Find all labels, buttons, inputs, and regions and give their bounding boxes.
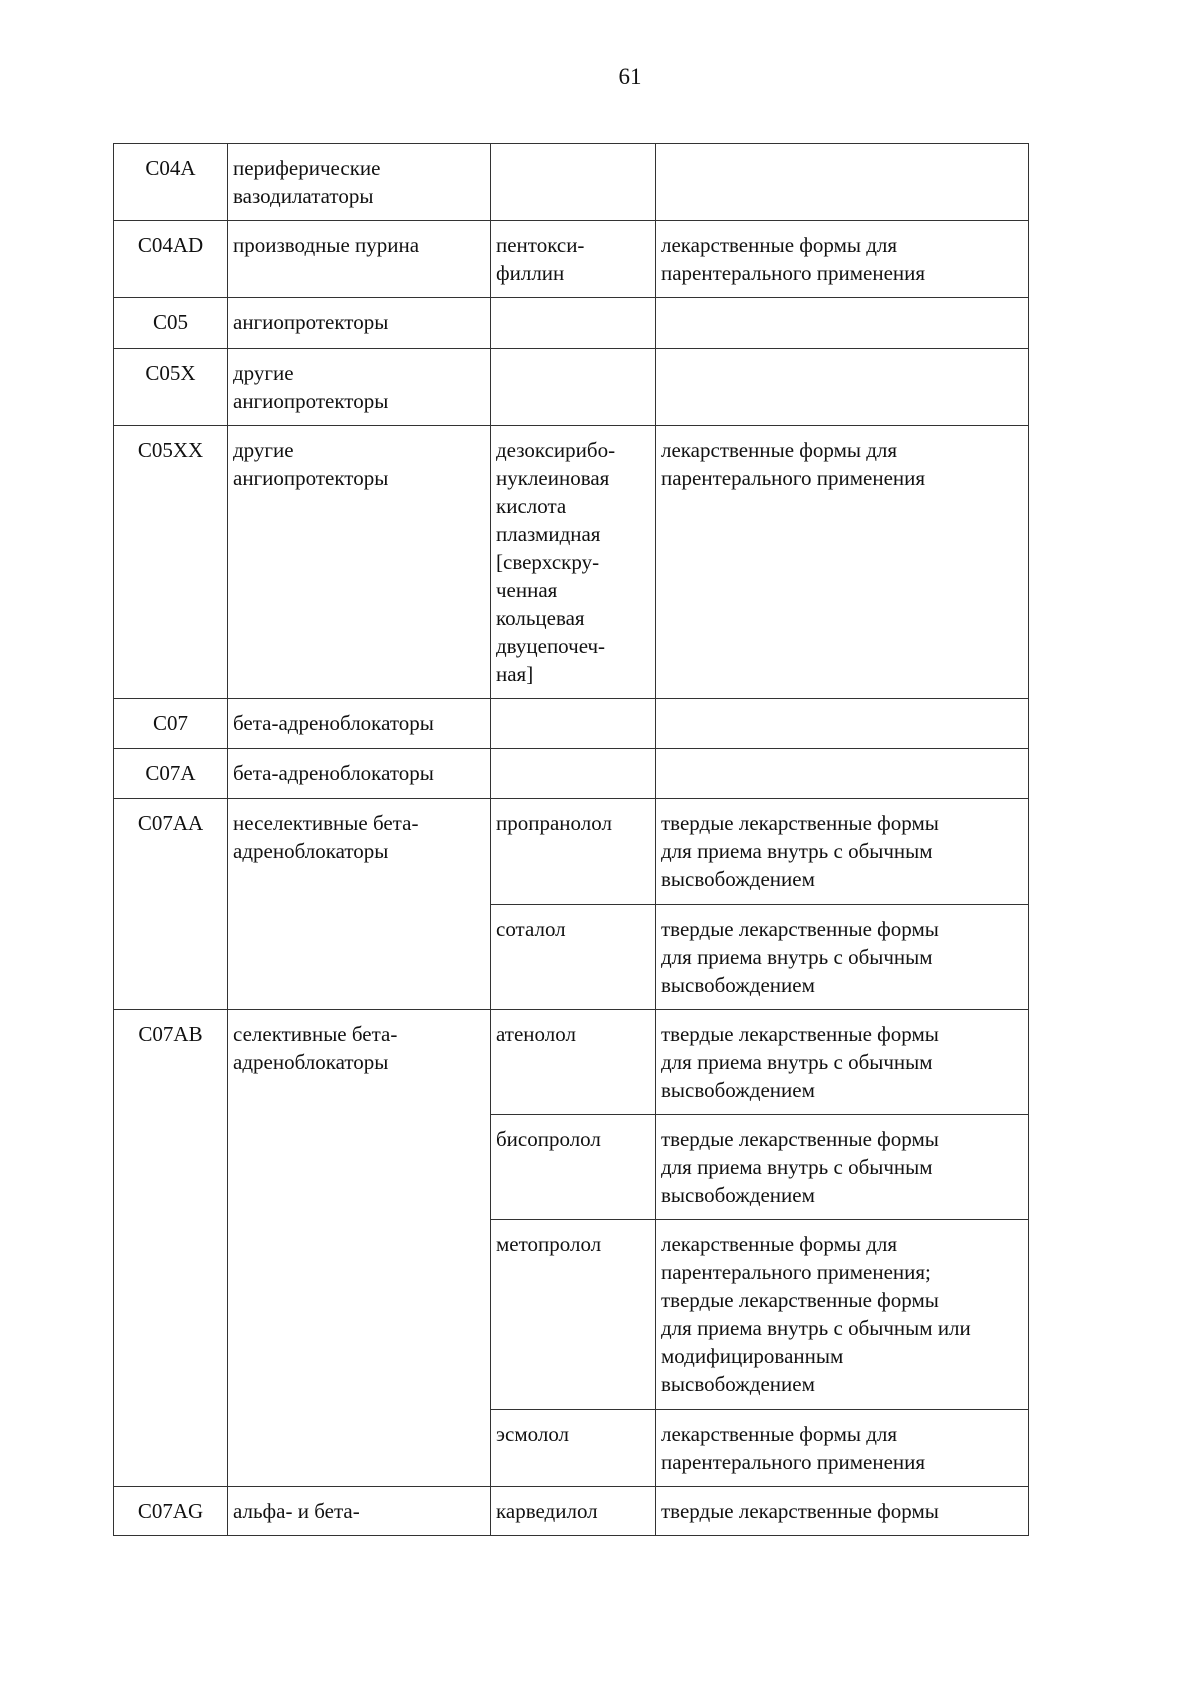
atc-code-cell: C07AA bbox=[114, 799, 228, 1010]
table-row bbox=[114, 1487, 1029, 1536]
table-row bbox=[114, 144, 1029, 221]
group-name-cell: бета-адреноблокаторы bbox=[228, 749, 491, 799]
table-row bbox=[114, 426, 1029, 699]
atc-code-cell: C05X bbox=[114, 349, 228, 426]
dosage-form-cell: лекарственные формы для парентерального применения bbox=[656, 221, 1029, 298]
atc-table bbox=[113, 143, 1029, 1536]
dosage-form-cell: лекарственные формы для парентерального применения bbox=[656, 426, 1029, 699]
dosage-form-cell bbox=[656, 699, 1029, 749]
dosage-form-cell: лекарственные формы для парентерального применения; твердые лекарственные формы для приема внутрь с обычным или модифицированным высвобождением bbox=[656, 1220, 1029, 1410]
drug-name-cell: метопролол bbox=[491, 1220, 656, 1410]
drug-name-cell: соталол bbox=[491, 905, 656, 1010]
table-row bbox=[114, 699, 1029, 749]
table-row bbox=[114, 298, 1029, 349]
drug-name-cell bbox=[491, 298, 656, 349]
drug-name-cell: пентокси- филлин bbox=[491, 221, 656, 298]
atc-code-cell: C04AD bbox=[114, 221, 228, 298]
drug-name-cell bbox=[491, 699, 656, 749]
dosage-form-cell: твердые лекарственные формы для приема внутрь с обычным высвобождением bbox=[656, 1115, 1029, 1220]
table-row bbox=[114, 749, 1029, 799]
drug-name-cell bbox=[491, 349, 656, 426]
dosage-form-cell: твердые лекарственные формы для приема внутрь с обычным высвобождением bbox=[656, 905, 1029, 1010]
table-row bbox=[114, 349, 1029, 426]
dosage-form-cell bbox=[656, 298, 1029, 349]
group-name-cell: другие ангиопротекторы bbox=[228, 426, 491, 699]
dosage-form-cell: лекарственные формы для парентерального применения bbox=[656, 1410, 1029, 1487]
table-row bbox=[114, 1010, 1029, 1115]
dosage-form-cell: твердые лекарственные формы для приема внутрь с обычным высвобождением bbox=[656, 1010, 1029, 1115]
atc-code-cell: C05 bbox=[114, 298, 228, 349]
dosage-form-cell: твердые лекарственные формы для приема внутрь с обычным высвобождением bbox=[656, 799, 1029, 905]
group-name-cell: неселективные бета- адреноблокаторы bbox=[228, 799, 491, 1010]
drug-name-cell bbox=[491, 749, 656, 799]
atc-code-cell: C07 bbox=[114, 699, 228, 749]
dosage-form-cell bbox=[656, 749, 1029, 799]
drug-name-cell: эсмолол bbox=[491, 1410, 656, 1487]
table-row bbox=[114, 221, 1029, 298]
drug-name-cell bbox=[491, 144, 656, 221]
group-name-cell: бета-адреноблокаторы bbox=[228, 699, 491, 749]
drug-name-cell: дезоксирибо- нуклеиновая кислота плазмидная [сверхскру- ченная кольцевая двуцепочеч- ная] bbox=[491, 426, 656, 699]
drug-name-cell: пропранолол bbox=[491, 799, 656, 905]
group-name-cell: производные пурина bbox=[228, 221, 491, 298]
atc-code-cell: C05XX bbox=[114, 426, 228, 699]
group-name-cell: селективные бета- адреноблокаторы bbox=[228, 1010, 491, 1487]
group-name-cell: периферические вазодилататоры bbox=[228, 144, 491, 221]
dosage-form-cell bbox=[656, 349, 1029, 426]
atc-code-cell: C07A bbox=[114, 749, 228, 799]
group-name-cell: ангиопротекторы bbox=[228, 298, 491, 349]
group-name-cell: другие ангиопротекторы bbox=[228, 349, 491, 426]
dosage-form-cell: твердые лекарственные формы bbox=[656, 1487, 1029, 1536]
drug-name-cell: атенолол bbox=[491, 1010, 656, 1115]
atc-code-cell: C04A bbox=[114, 144, 228, 221]
page-number: 61 bbox=[618, 64, 642, 89]
table-row bbox=[114, 799, 1029, 905]
atc-code-cell: C07AG bbox=[114, 1487, 228, 1536]
group-name-cell: альфа- и бета- bbox=[228, 1487, 491, 1536]
dosage-form-cell bbox=[656, 144, 1029, 221]
atc-code-cell: C07AB bbox=[114, 1010, 228, 1487]
drug-name-cell: бисопролол bbox=[491, 1115, 656, 1220]
drug-name-cell: карведилол bbox=[491, 1487, 656, 1536]
